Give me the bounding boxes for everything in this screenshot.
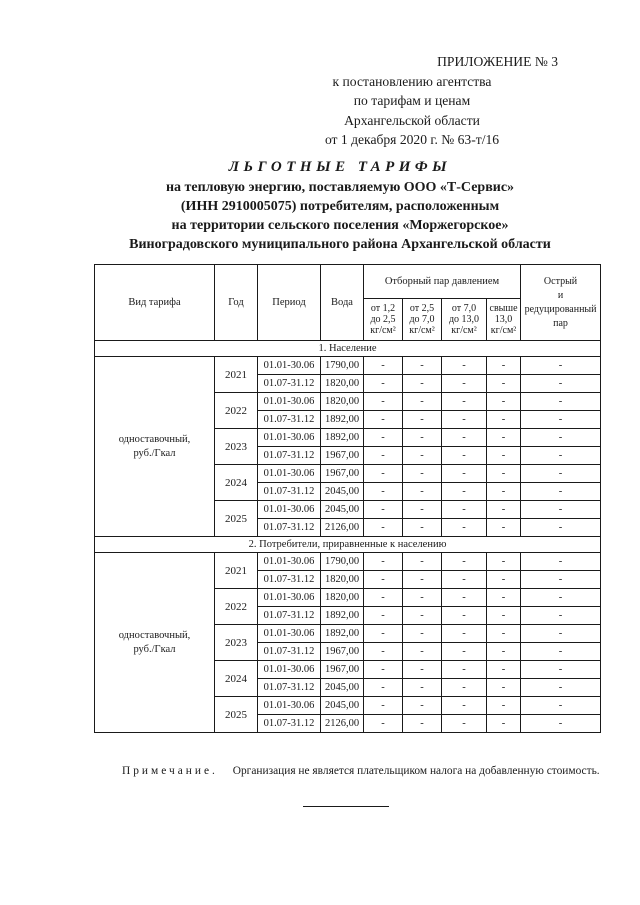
appendix-number: ПРИЛОЖЕНИЕ № 3	[437, 54, 558, 69]
pressure-3-cell: -	[442, 607, 487, 625]
water-cell: 1892,00	[321, 429, 364, 447]
pressure-4-cell: -	[487, 519, 521, 537]
sharp-steam-cell: -	[521, 589, 601, 607]
year-cell: 2025	[215, 697, 258, 733]
pressure-3-cell: -	[442, 357, 487, 375]
period-cell: 01.01-30.06	[258, 589, 321, 607]
water-cell: 1892,00	[321, 411, 364, 429]
period-cell: 01.07-31.12	[258, 679, 321, 697]
appendix-line: по тарифам и ценам	[353, 93, 471, 108]
pressure-3-cell: -	[442, 501, 487, 519]
header-pressure-4	[487, 299, 521, 341]
sharp-steam-cell: -	[521, 715, 601, 733]
year-cell: 2024	[215, 465, 258, 501]
pressure-3-cell: -	[442, 447, 487, 465]
pressure-3-cell: -	[442, 625, 487, 643]
pressure-3-cell: -	[442, 715, 487, 733]
table-row	[95, 357, 601, 375]
pressure-2-cell: -	[403, 393, 442, 411]
title-line: на территории сельского поселения «Моржегорское»	[171, 218, 509, 233]
period-cell: 01.07-31.12	[258, 519, 321, 537]
pressure-1-cell: -	[364, 607, 403, 625]
tariff-kind-line: одноставочный,	[118, 433, 191, 445]
tariff-kind-unit: руб./Гкал	[133, 447, 176, 459]
pressure-3-cell: -	[442, 465, 487, 483]
year-cell: 2023	[215, 625, 258, 661]
pressure-1-cell: -	[364, 661, 403, 679]
pressure-line: от 2,5	[409, 303, 435, 314]
pressure-2-cell: -	[403, 483, 442, 501]
sharp-steam-cell: -	[521, 357, 601, 375]
period-cell: 01.01-30.06	[258, 625, 321, 643]
pressure-line: от 1,2	[370, 303, 396, 314]
pressure-2-cell: -	[403, 465, 442, 483]
period-cell: 01.07-31.12	[258, 447, 321, 465]
pressure-1-cell: -	[364, 519, 403, 537]
pressure-4-cell: -	[487, 715, 521, 733]
pressure-1-cell: -	[364, 483, 403, 501]
year-cell: 2023	[215, 429, 258, 465]
pressure-1-cell: -	[364, 429, 403, 447]
pressure-3-cell: -	[442, 483, 487, 501]
pressure-unit: кг/см²	[490, 325, 517, 336]
footnote	[122, 765, 600, 777]
pressure-3-cell: -	[442, 553, 487, 571]
header-sharp-steam	[521, 265, 601, 341]
pressure-2-cell: -	[403, 607, 442, 625]
appendix-date: от 1 декабря 2020 г. № 63-т/16	[324, 132, 500, 147]
tariff-kind-unit: руб./Гкал	[133, 643, 176, 655]
sharp-steam-cell: -	[521, 607, 601, 625]
water-cell: 2045,00	[321, 679, 364, 697]
sharp-steam-cell: -	[521, 625, 601, 643]
water-cell: 1820,00	[321, 571, 364, 589]
year-cell: 2021	[215, 357, 258, 393]
appendix-header	[262, 52, 562, 150]
water-cell: 1820,00	[321, 375, 364, 393]
header-year: Год	[215, 265, 258, 341]
period-cell: 01.01-30.06	[258, 357, 321, 375]
water-cell: 1790,00	[321, 553, 364, 571]
header-sharp-line: пар	[553, 317, 568, 329]
pressure-4-cell: -	[487, 589, 521, 607]
pressure-4-cell: -	[487, 697, 521, 715]
sharp-steam-cell: -	[521, 501, 601, 519]
pressure-1-cell: -	[364, 465, 403, 483]
pressure-4-cell: -	[487, 465, 521, 483]
tariff-kind	[95, 357, 215, 537]
pressure-2-cell: -	[403, 519, 442, 537]
pressure-2-cell: -	[403, 625, 442, 643]
pressure-4-cell: -	[487, 643, 521, 661]
pressure-1-cell: -	[364, 375, 403, 393]
pressure-4-cell: -	[487, 571, 521, 589]
pressure-1-cell: -	[364, 679, 403, 697]
pressure-2-cell: -	[403, 411, 442, 429]
period-cell: 01.07-31.12	[258, 571, 321, 589]
sharp-steam-cell: -	[521, 697, 601, 715]
pressure-4-cell: -	[487, 393, 521, 411]
pressure-line: до 7,0	[409, 314, 435, 325]
header-sharp-line: и	[557, 289, 564, 301]
period-cell: 01.07-31.12	[258, 643, 321, 661]
pressure-4-cell: -	[487, 607, 521, 625]
pressure-2-cell: -	[403, 429, 442, 447]
water-cell: 1892,00	[321, 607, 364, 625]
sharp-steam-cell: -	[521, 375, 601, 393]
year-cell: 2024	[215, 661, 258, 697]
water-cell: 1820,00	[321, 589, 364, 607]
pressure-line: до 2,5	[370, 314, 396, 325]
water-cell: 1790,00	[321, 357, 364, 375]
pressure-1-cell: -	[364, 589, 403, 607]
year-cell: 2022	[215, 589, 258, 625]
appendix-line: Архангельской области	[344, 112, 480, 128]
period-cell: 01.01-30.06	[258, 465, 321, 483]
pressure-1-cell: -	[364, 447, 403, 465]
pressure-1-cell: -	[364, 625, 403, 643]
header-sharp-line: Острый	[543, 275, 578, 287]
pressure-1-cell: -	[364, 393, 403, 411]
period-cell: 01.07-31.12	[258, 715, 321, 733]
period-cell: 01.07-31.12	[258, 375, 321, 393]
period-cell: 01.01-30.06	[258, 501, 321, 519]
sharp-steam-cell: -	[521, 465, 601, 483]
pressure-1-cell: -	[364, 571, 403, 589]
pressure-unit: кг/см²	[451, 325, 477, 336]
pressure-2-cell: -	[403, 357, 442, 375]
pressure-4-cell: -	[487, 483, 521, 501]
pressure-2-cell: -	[403, 447, 442, 465]
pressure-line: от 7,0	[451, 303, 477, 314]
period-cell: 01.01-30.06	[258, 393, 321, 411]
pressure-2-cell: -	[403, 589, 442, 607]
appendix-line: к постановлению агентства	[332, 73, 492, 89]
sharp-steam-cell: -	[521, 661, 601, 679]
period-cell: 01.07-31.12	[258, 607, 321, 625]
header-kind: Вид тарифа	[95, 265, 215, 341]
pressure-2-cell: -	[403, 679, 442, 697]
pressure-4-cell: -	[487, 447, 521, 465]
tariff-kind-line: одноставочный,	[118, 629, 191, 641]
pressure-1-cell: -	[364, 411, 403, 429]
sharp-steam-cell: -	[521, 429, 601, 447]
pressure-2-cell: -	[403, 715, 442, 733]
footnote-text: Организация не является плательщиком налога на добавленную стоимость.	[232, 765, 600, 777]
table-row	[95, 553, 601, 571]
water-cell: 1820,00	[321, 393, 364, 411]
pressure-2-cell: -	[403, 571, 442, 589]
header-steam: Отборный пар давлением	[364, 265, 521, 299]
water-cell: 2045,00	[321, 501, 364, 519]
pressure-3-cell: -	[442, 643, 487, 661]
sharp-steam-cell: -	[521, 571, 601, 589]
title-line: на тепловую энергию, поставляемую ООО «Т-Сервис»	[165, 180, 515, 195]
period-cell: 01.01-30.06	[258, 661, 321, 679]
pressure-3-cell: -	[442, 571, 487, 589]
sharp-steam-cell: -	[521, 679, 601, 697]
period-cell: 01.07-31.12	[258, 411, 321, 429]
pressure-3-cell: -	[442, 393, 487, 411]
header-sharp-line: редуцированный	[524, 303, 597, 315]
header-pressure-2	[403, 299, 442, 341]
pressure-2-cell: -	[403, 553, 442, 571]
pressure-4-cell: -	[487, 429, 521, 447]
pressure-3-cell: -	[442, 411, 487, 429]
pressure-4-cell: -	[487, 625, 521, 643]
pressure-4-cell: -	[487, 411, 521, 429]
title-line: Виноградовского муниципального района Архангельской области	[129, 237, 551, 252]
header-water: Вода	[321, 265, 364, 341]
sharp-steam-cell: -	[521, 553, 601, 571]
sharp-steam-cell: -	[521, 447, 601, 465]
period-cell: 01.01-30.06	[258, 697, 321, 715]
sharp-steam-cell: -	[521, 519, 601, 537]
pressure-2-cell: -	[403, 697, 442, 715]
year-cell: 2021	[215, 553, 258, 589]
title-line: (ИНН 2910005075) потребителям, расположенным	[180, 199, 500, 214]
tariff-kind	[95, 553, 215, 733]
water-cell: 1967,00	[321, 447, 364, 465]
pressure-3-cell: -	[442, 679, 487, 697]
footnote-label: Примечание.	[122, 765, 218, 777]
pressure-1-cell: -	[364, 643, 403, 661]
pressure-line: 13,0	[494, 314, 513, 325]
period-cell: 01.01-30.06	[258, 553, 321, 571]
water-cell: 2126,00	[321, 715, 364, 733]
header-period: Период	[258, 265, 321, 341]
closing-rule	[303, 806, 389, 807]
water-cell: 1892,00	[321, 625, 364, 643]
pressure-1-cell: -	[364, 501, 403, 519]
water-cell: 1967,00	[321, 661, 364, 679]
pressure-unit: кг/см²	[370, 325, 396, 336]
sharp-steam-cell: -	[521, 483, 601, 501]
pressure-line: свыше	[489, 303, 518, 314]
water-cell: 1967,00	[321, 643, 364, 661]
pressure-3-cell: -	[442, 519, 487, 537]
title-main: ЛЬГОТНЫЕ ТАРИФЫ	[228, 159, 452, 175]
period-cell: 01.07-31.12	[258, 483, 321, 501]
pressure-2-cell: -	[403, 643, 442, 661]
pressure-2-cell: -	[403, 501, 442, 519]
section-title: 2. Потребители, приравненные к населению	[95, 537, 601, 553]
pressure-line: до 13,0	[448, 314, 480, 325]
pressure-4-cell: -	[487, 553, 521, 571]
document-title	[0, 158, 640, 254]
water-cell: 2045,00	[321, 483, 364, 501]
pressure-2-cell: -	[403, 661, 442, 679]
year-cell: 2022	[215, 393, 258, 429]
pressure-4-cell: -	[487, 661, 521, 679]
header-pressure-3	[442, 299, 487, 341]
header-pressure-1	[364, 299, 403, 341]
pressure-1-cell: -	[364, 697, 403, 715]
pressure-3-cell: -	[442, 589, 487, 607]
tariff-table	[94, 264, 601, 733]
pressure-3-cell: -	[442, 661, 487, 679]
pressure-3-cell: -	[442, 375, 487, 393]
period-cell: 01.01-30.06	[258, 429, 321, 447]
water-cell: 2126,00	[321, 519, 364, 537]
pressure-4-cell: -	[487, 679, 521, 697]
water-cell: 2045,00	[321, 697, 364, 715]
pressure-1-cell: -	[364, 715, 403, 733]
pressure-unit: кг/см²	[409, 325, 435, 336]
sharp-steam-cell: -	[521, 393, 601, 411]
water-cell: 1967,00	[321, 465, 364, 483]
sharp-steam-cell: -	[521, 411, 601, 429]
pressure-4-cell: -	[487, 501, 521, 519]
section-title: 1. Население	[95, 341, 601, 357]
pressure-2-cell: -	[403, 375, 442, 393]
pressure-3-cell: -	[442, 697, 487, 715]
pressure-3-cell: -	[442, 429, 487, 447]
pressure-4-cell: -	[487, 375, 521, 393]
year-cell: 2025	[215, 501, 258, 537]
pressure-1-cell: -	[364, 553, 403, 571]
pressure-4-cell: -	[487, 357, 521, 375]
sharp-steam-cell: -	[521, 643, 601, 661]
pressure-1-cell: -	[364, 357, 403, 375]
